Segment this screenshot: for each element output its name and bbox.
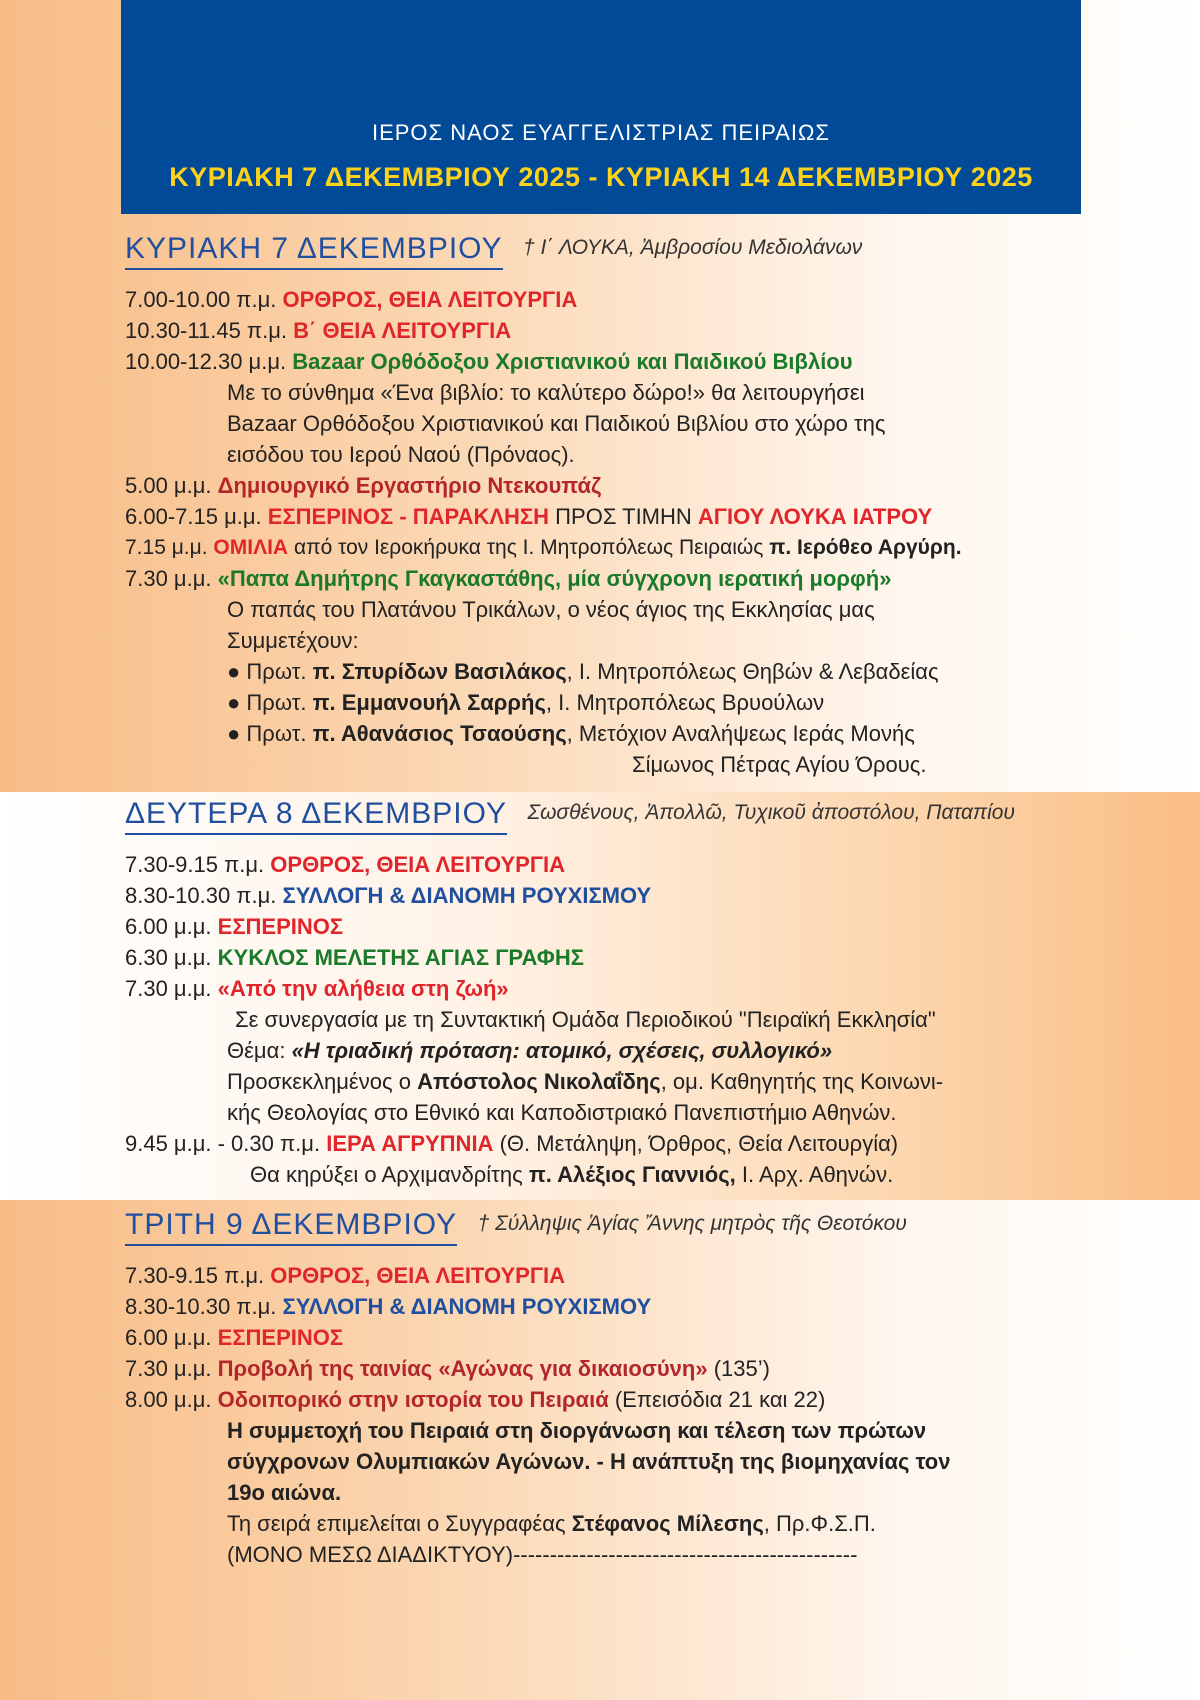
description-line: κής Θεολογίας στο Εθνικό και Καποδιστριακό Πανεπιστήμιο Αθηνών. [227, 1100, 897, 1125]
description-line: σύγχρονων Ολυμπιακών Αγώνων. - Η ανάπτυξη της βιομηχανίας τον [227, 1449, 951, 1474]
day-header [125, 232, 1185, 272]
schedule-line: 10.30-11.45 π.μ. Β΄ ΘΕΙΑ ΛΕΙΤΟΥΡΓΙΑ [125, 318, 512, 343]
description-line: εισόδου του Ιερού Ναού (Πρόναος). [227, 442, 575, 467]
day-header [125, 797, 1185, 837]
description-line: Ο παπάς του Πλατάνου Τρικάλων, ο νέος άγιος της Εκκλησίας μας [227, 597, 875, 622]
schedule-line: 6.30 μ.μ. ΚΥΚΛΟΣ ΜΕΛΕΤΗΣ ΑΓΙΑΣ ΓΡΑΦΗΣ [125, 945, 584, 970]
participant-item: ● Πρωτ. π. Εμμανουήλ Σαρρής, Ι. Μητροπόλεως Βρυούλων [227, 690, 825, 715]
feast-name: † Σύλληψις Ἁγίας Ἄννης μητρὸς τῆς Θεοτόκου [477, 1212, 907, 1235]
schedule-line: 7.30 μ.μ. «Παπα Δημήτρης Γκαγκαστάθης, μία σύγχρονη ιερατική μορφή» [125, 566, 892, 591]
description-line: Συμμετέχουν: [227, 628, 359, 653]
description-line: Θα κηρύξει ο Αρχιμανδρίτης π. Αλέξιος Γιαννιός, Ι. Αρχ. Αθηνών. [250, 1162, 894, 1187]
schedule-line: 6.00 μ.μ. ΕΣΠΕΡΙΝΟΣ [125, 1325, 344, 1350]
description-line: Σίμωνος Πέτρας Αγίου Όρους. [632, 752, 927, 777]
bullet-icon: ● [227, 690, 241, 715]
description-line: (ΜΟΝΟ ΜΕΣΩ ΔΙΑΔΙΚΤΥΟΥ)----------------------------------------------- [227, 1542, 858, 1567]
description-line: Τη σειρά επιμελείται ο Συγγραφέας Στέφανος Μίλεσης, Πρ.Φ.Σ.Π. [227, 1511, 876, 1536]
day-title: ΚΥΡΙΑΚΗ 7 ΔΕΚΕΜΒΡΙΟΥ [125, 232, 503, 270]
day-title: ΤΡΙΤΗ 9 ΔΕΚΕΜΒΡΙΟΥ [125, 1208, 457, 1246]
schedule-line: 10.00-12.30 μ.μ. Bazaar Ορθόδοξου Χριστιανικού και Παιδικού Βιβλίου [125, 349, 853, 374]
schedule-line: 8.30-10.30 π.μ. ΣΥΛΛΟΓΗ & ΔΙΑΝΟΜΗ ΡΟΥΧΙΣΜΟΥ [125, 883, 652, 908]
participant-item: ● Πρωτ. π. Αθανάσιος Τσαούσης, Μετόχιον Αναλήψεως Ιεράς Μονής [227, 721, 915, 746]
schedule-line: 8.00 μ.μ. Οδοιπορικό στην ιστορία του Πειραιά (Επεισόδια 21 και 22) [125, 1387, 826, 1412]
schedule-line: 7.30-9.15 π.μ. ΟΡΘΡΟΣ, ΘΕΙΑ ΛΕΙΤΟΥΡΓΙΑ [125, 1263, 566, 1288]
schedule-line: 7.15 μ.μ. ΟΜΙΛΙΑ από τον Ιεροκήρυκα της Ι. Μητροπόλεως Πειραιώς π. Ιερόθεο Αργύρη. [125, 536, 962, 559]
description-line: Bazaar Ορθόδοξου Χριστιανικού και Παιδικού Βιβλίου στο χώρο της [227, 411, 886, 436]
schedule-line: 6.00-7.15 μ.μ. ΕΣΠΕΡΙΝΟΣ - ΠΑΡΑΚΛΗΣΗ ΠΡΟΣ ΤΙΜΗΝ ΑΓΙΟΥ ΛΟΥΚΑ ΙΑΤΡΟΥ [125, 504, 933, 529]
bullet-icon: ● [227, 659, 241, 684]
description-line: Προσκεκλημένος ο Απόστολος Νικολαΐδης, ομ. Καθηγητής της Κοινωνι- [227, 1069, 944, 1094]
description-line: Με το σύνθημα «Ένα βιβλίο: το καλύτερο δώρο!» θα λειτουργήσει [227, 380, 865, 405]
schedule-line: 9.45 μ.μ. - 0.30 π.μ. ΙΕΡΑ ΑΓΡΥΠΝΙΑ (Θ. Μετάληψη, Όρθρος, Θεία Λειτουργία) [125, 1131, 899, 1156]
day-header [125, 1208, 1185, 1248]
schedule-line: 6.00 μ.μ. ΕΣΠΕΡΙΝΟΣ [125, 914, 344, 939]
description-line: 19ο αιώνα. [227, 1480, 342, 1505]
day-section-tuesday [125, 1208, 1185, 1570]
bullet-icon: ● [227, 721, 241, 746]
day-title: ΔΕΥΤΕΡΑ 8 ΔΕΚΕΜΒΡΙΟΥ [125, 797, 507, 835]
description-line: Η συμμετοχή του Πειραιά στη διοργάνωση και τέλεση των πρώτων [227, 1418, 927, 1443]
date-range: ΚΥΡΙΑΚΗ 7 ΔΕΚΕΜΒΡΙΟΥ 2025 - ΚΥΡΙΑΚΗ 14 ΔΕΚΕΜΒΡΙΟΥ 2025 [169, 162, 1033, 192]
schedule-line: 7.00-10.00 π.μ. ΟΡΘΡΟΣ, ΘΕΙΑ ΛΕΙΤΟΥΡΓΙΑ [125, 287, 578, 312]
schedule-line: 8.30-10.30 π.μ. ΣΥΛΛΟΓΗ & ΔΙΑΝΟΜΗ ΡΟΥΧΙΣΜΟΥ [125, 1294, 652, 1319]
feast-name: Σωσθένους, Ἀπολλῶ, Τυχικοῦ ἀποστόλου, Παταπίου [527, 801, 1015, 824]
description-line: Θέμα: «Η τριαδική πρόταση: ατομικό, σχέσεις, συλλογικό» [227, 1038, 833, 1063]
day-section-sunday [125, 232, 1185, 780]
header-banner [121, 0, 1081, 214]
schedule-line: 7.30-9.15 π.μ. ΟΡΘΡΟΣ, ΘΕΙΑ ΛΕΙΤΟΥΡΓΙΑ [125, 852, 566, 877]
feast-name: † Ι΄ ΛΟΥΚΑ, Ἀμβροσίου Μεδιολάνων [523, 236, 863, 259]
schedule-line: 7.30 μ.μ. Προβολή της ταινίας «Αγώνας για δικαιοσύνη» (135’) [125, 1356, 770, 1381]
schedule-line: 5.00 μ.μ. Δημιουργικό Εργαστήριο Ντεκουπάζ [125, 473, 602, 498]
participant-item: ● Πρωτ. π. Σπυρίδων Βασιλάκος, Ι. Μητροπόλεως Θηβών & Λεβαδείας [227, 659, 939, 684]
day-section-monday [125, 797, 1185, 1190]
church-name: ΙΕΡΟΣ ΝΑΟΣ ΕΥΑΓΓΕΛΙΣΤΡΙΑΣ ΠΕΙΡΑΙΩΣ [371, 120, 831, 145]
schedule-line: 7.30 μ.μ. «Από την αλήθεια στη ζωή» [125, 976, 509, 1001]
description-line: Σε συνεργασία με τη Συντακτική Ομάδα Περιοδικού "Πειραϊκή Εκκλησία" [235, 1007, 936, 1032]
